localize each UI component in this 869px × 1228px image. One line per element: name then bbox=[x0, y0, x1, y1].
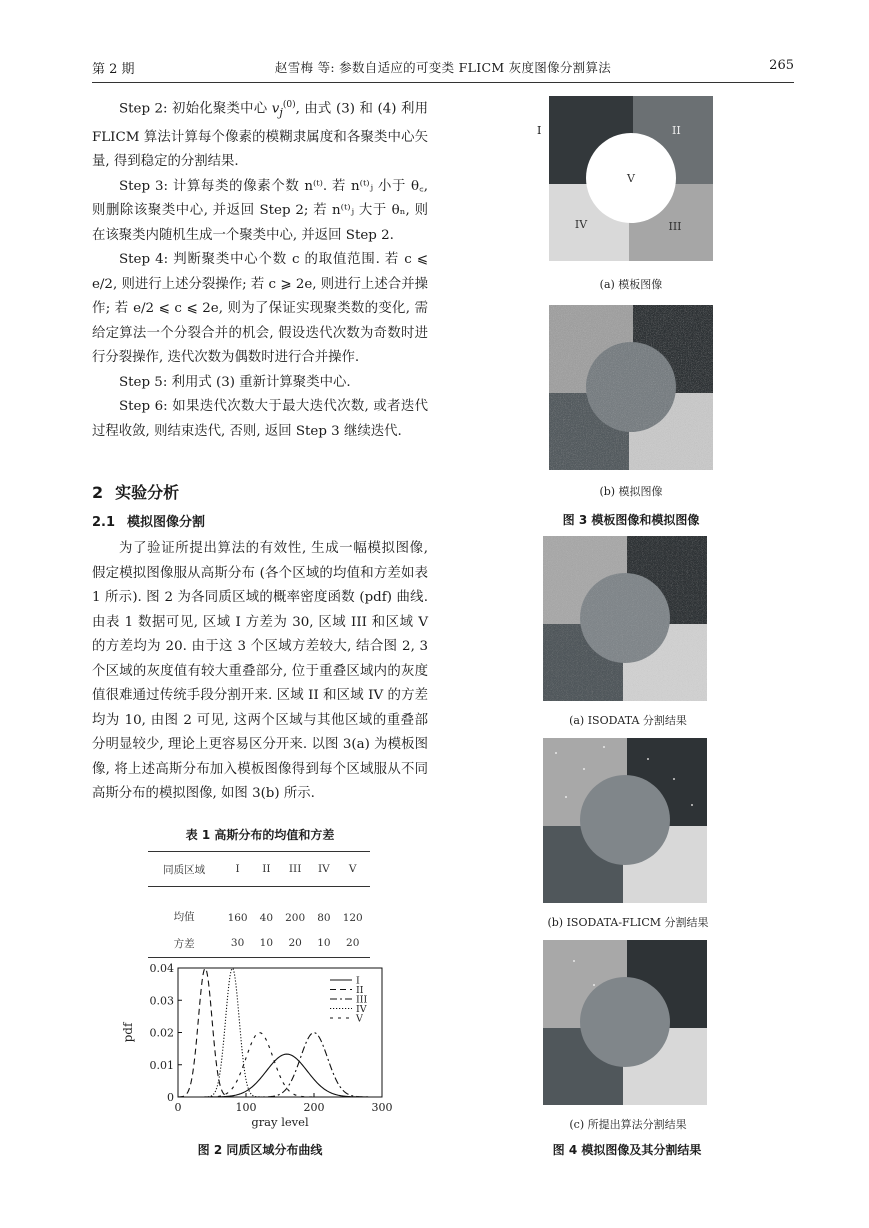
x-tick-label: 200 bbox=[303, 1101, 325, 1114]
figure-3b-caption: (b) 模拟图像 bbox=[599, 485, 663, 498]
table-header-cell: II bbox=[262, 863, 271, 875]
table-header-cell: IV bbox=[318, 863, 330, 875]
proposed-result-svg bbox=[543, 940, 707, 1105]
legend-label-II: II bbox=[356, 985, 364, 996]
figure-3a-caption: (a) 模板图像 bbox=[599, 278, 663, 291]
page-number: 265 bbox=[769, 58, 794, 73]
table-header-cell: V bbox=[348, 863, 357, 875]
isodata-result-image bbox=[543, 536, 707, 701]
x-tick-label: 300 bbox=[371, 1101, 393, 1114]
figure-4b-caption: (b) ISODATA-FLICM 分割结果 bbox=[547, 916, 709, 929]
body-text bbox=[92, 537, 428, 807]
figure-4a-caption: (a) ISODATA 分割结果 bbox=[569, 714, 687, 727]
step-5: Step 5: 利用式 (3) 重新计算聚类中心. bbox=[119, 374, 351, 390]
step-2: Step 2: 初始化聚类中心 $v_j^{(0)}$, 由式 (3) 和 (4) 利用 FLICM 算法计算每个像素的模糊隶属度和各聚类中心矢量, 得到稳定的分割结果. bbox=[92, 100, 428, 170]
step-6: Step 6: 如果迭代次数大于最大迭代次数, 或者迭代过程收敛, 则结束迭代, 否则, 返回 Step 3 继续迭代. bbox=[92, 399, 428, 439]
running-title: 赵雪梅 等: 参数自适应的可变类 FLICM 灰度图像分割算法 bbox=[274, 60, 612, 75]
legend-label-IV: IV bbox=[356, 1004, 367, 1015]
series-line-III bbox=[178, 1033, 382, 1097]
template-image-svg bbox=[549, 96, 713, 261]
legend-label-V: V bbox=[356, 1013, 363, 1025]
y-tick-label: 0.01 bbox=[149, 1058, 174, 1072]
series-line-IV bbox=[178, 968, 382, 1097]
series-line-V bbox=[178, 1033, 382, 1097]
y-tick-label: 0.03 bbox=[149, 994, 174, 1008]
table-1 bbox=[148, 851, 370, 958]
pdf-chart-svg bbox=[118, 958, 408, 1136]
header-rule bbox=[92, 82, 794, 83]
table-header-row bbox=[148, 852, 370, 887]
legend-label-III: III bbox=[356, 994, 368, 1006]
table-header-cell: III bbox=[288, 863, 302, 875]
x-tick-label: 100 bbox=[235, 1101, 257, 1114]
step-3: Step 3: 计算每类的像素个数 n⁽ᵗ⁾. 若 n⁽ᵗ⁾ⱼ 小于 θ꜀, 则删除该聚类中心, 并返回 Step 2; 若 n⁽ᵗ⁾ⱼ 大于 θₙ, 则在该聚类内随机生成一个聚类中心, 并返回 Step 2. bbox=[92, 178, 428, 243]
template-image bbox=[549, 96, 713, 261]
table-row: 方差 30 10 20 10 20 bbox=[148, 930, 370, 958]
table-caption: 表 1 高斯分布的均值和方差 bbox=[185, 828, 335, 842]
y-tick-label: 0 bbox=[167, 1091, 174, 1104]
figure-4c-caption: (c) 所提出算法分割结果 bbox=[569, 1118, 687, 1131]
pdf-chart bbox=[118, 958, 408, 1136]
y-tick-label: 0.04 bbox=[149, 962, 174, 975]
x-tick-label: 0 bbox=[174, 1101, 182, 1114]
x-axis-label: gray level bbox=[251, 1115, 309, 1129]
simulated-image bbox=[549, 305, 713, 470]
region-label-IV: IV bbox=[574, 218, 588, 231]
issue-number: 第 2 期 bbox=[92, 62, 135, 77]
y-tick-label: 0.02 bbox=[149, 1026, 174, 1040]
legend-label-I: I bbox=[356, 975, 360, 987]
series-line-II bbox=[178, 968, 382, 1097]
running-header bbox=[92, 58, 794, 80]
figure-4-caption: 图 4 模拟图像及其分割结果 bbox=[552, 1143, 702, 1157]
plot-frame bbox=[178, 968, 382, 1097]
table-header-cell: I bbox=[235, 863, 240, 875]
table-row: 均值 160 40 200 80 120 bbox=[173, 910, 363, 924]
algorithm-steps bbox=[92, 93, 428, 444]
region-label-III: III bbox=[668, 220, 682, 233]
step-4: Step 4: 判断聚类中心个数 c 的取值范围. 若 c ⩽ e/2, 则进行上述分裂操作; 若 c ⩾ 2e, 则进行上述合并操作; 若 e/2 ⩽ c ⩽ 2e, 则为了保证实现聚类数的变化, 需给定算法一个分裂合并的机会, 假设迭代次数为奇数时进行分裂操作, 迭代次数为偶数时进行合并操作. bbox=[92, 252, 428, 366]
figure-3-caption: 图 3 模板图像和模拟图像 bbox=[562, 513, 700, 527]
figure-2-caption: 图 2 同质区域分布曲线 bbox=[197, 1143, 323, 1157]
subsection-heading: 2.1 模拟图像分割 bbox=[92, 515, 206, 530]
region-label-I: I bbox=[537, 124, 542, 137]
section-heading: 2 实验分析 bbox=[92, 483, 180, 502]
region-label-II: II bbox=[672, 124, 681, 137]
proposed-result-image bbox=[543, 940, 707, 1105]
isodata-result-svg bbox=[543, 536, 707, 701]
table-header-cell: 同质区域 bbox=[163, 863, 206, 876]
simulated-image-svg bbox=[549, 305, 713, 470]
region-label-V: V bbox=[627, 172, 635, 185]
paragraph: 为了验证所提出算法的有效性, 生成一幅模拟图像, 假定模拟图像服从高斯分布 (各个区域的均值和方差如表 1 所示). 图 2 为各同质区域的概率密度函数 (pdf) 曲线. 由表 1 数据可见, 区域 I 方差为 30, 区域 III 和区域 V 的方差均为 20. 由于这 3 个区域方差较大, 结合图 2, 3 个区域的灰度值有较大重叠部分, 位于重叠区域内的灰度值很难通过传统手段分割开来. 区域 II 和区域 IV 的方差均为 10, 由图 2 可见, 这两个区域与其他区域的重叠部分明显较少, 理论上更容易区分开来. 以图 3(a) 为模板图像, 将上述高斯分布加入模板图像得到每个区域服从不同高斯分布的模拟图像, 如图 3(b) 所示. bbox=[92, 541, 428, 801]
y-axis-label: pdf bbox=[121, 1022, 135, 1043]
isodata-flicm-result-svg bbox=[543, 738, 707, 903]
isodata-flicm-result-image bbox=[543, 738, 707, 903]
